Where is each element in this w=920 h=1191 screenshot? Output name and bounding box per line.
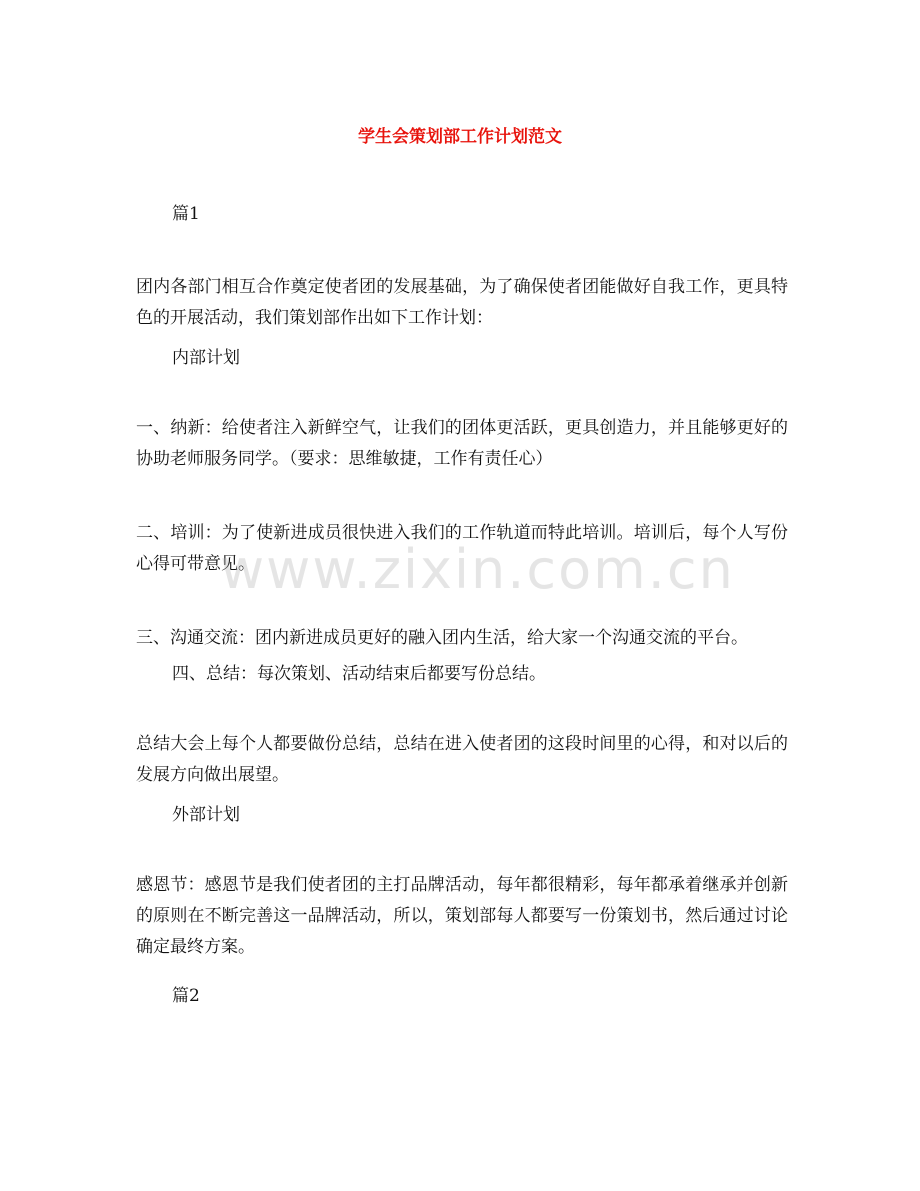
section-heading-2: 篇2 <box>172 986 200 1006</box>
paragraph-recruitment: 一、纳新：给使者注入新鲜空气，让我们的团体更活跃，更具创造力，并且能够更好的协助老师服务同学。（要求：思维敏捷，工作有责任心） <box>136 418 788 469</box>
paragraph-training: 二、培训：为了使新进成员很快进入我们的工作轨道而特此培训。培训后，每个人写份心得可带意见。 <box>136 523 788 574</box>
paragraph-summary-meeting: 总结大会上每个人都要做份总结，总结在进入使者团的这段时间里的心得，和对以后的发展方向做出展望。 <box>136 734 788 785</box>
watermark-text: www.zixin.com.cn <box>220 538 735 601</box>
document-title: 学生会策划部工作计划范文 <box>358 127 562 147</box>
paragraph-communication: 三、沟通交流：团内新进成员更好的融入团内生活，给大家一个沟通交流的平台。 <box>136 628 748 648</box>
subheading-internal-plan: 内部计划 <box>172 348 240 368</box>
section-heading-1: 篇1 <box>172 204 200 224</box>
paragraph-summary: 四、总结：每次策划、活动结束后都要写份总结。 <box>172 664 546 684</box>
subheading-external-plan: 外部计划 <box>172 805 240 825</box>
intro-paragraph: 团内各部门相互合作奠定使者团的发展基础，为了确保使者团能做好自我工作，更具特色的开展活动，我们策划部作出如下工作计划： <box>136 277 788 328</box>
paragraph-thanksgiving: 感恩节：感恩节是我们使者团的主打品牌活动，每年都很精彩，每年都承着继承并创新的原则在不断完善这一品牌活动，所以，策划部每人都要写一份策划书，然后通过讨论确定最终方案。 <box>136 875 788 957</box>
